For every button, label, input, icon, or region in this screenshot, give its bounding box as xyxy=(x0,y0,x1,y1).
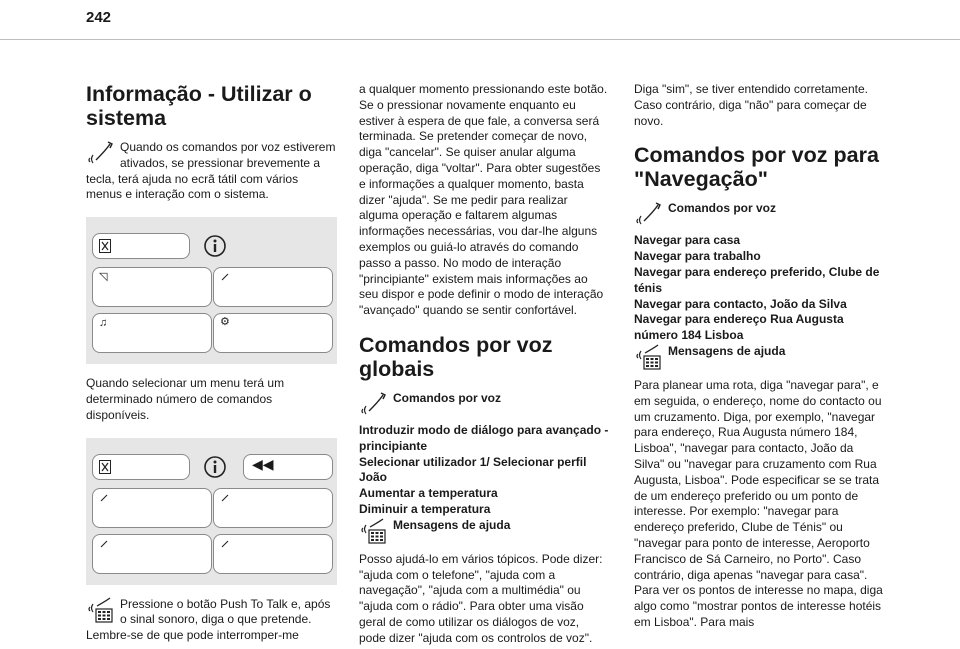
voice-icon xyxy=(99,539,109,549)
continued-paragraph: Diga "sim", se tiver entendido corretamente. Caso contrário, diga "não" para começar de novo. xyxy=(634,82,868,128)
voice-command-icon xyxy=(359,391,387,415)
voice-commands-label: Comandos por voz xyxy=(668,201,777,216)
header-rule xyxy=(0,39,960,40)
voice-commands-label-row xyxy=(634,201,884,225)
ptt-text-2: Lembre-se de que pode interromper-me xyxy=(86,628,299,643)
menu-screen-illustration-2 xyxy=(86,438,337,585)
column-2 xyxy=(359,82,609,647)
screen-tile xyxy=(92,267,212,307)
command-item: Diminuir a temperatura xyxy=(359,501,491,516)
voice-icon xyxy=(220,539,230,549)
intro-paragraph xyxy=(86,140,336,203)
command-item: Introduzir modo de diálogo para avançado - principiante xyxy=(359,422,609,453)
command-item: Navegar para trabalho xyxy=(634,249,761,264)
page-number: 242 xyxy=(86,9,112,26)
settings-gear-icon: ⚙ xyxy=(220,316,230,329)
command-list xyxy=(359,423,609,518)
info-icon xyxy=(203,234,227,258)
navigation-arrow-icon: ◹ xyxy=(99,271,108,284)
back-arrow-icon: ◀◀ xyxy=(252,455,274,472)
phone-icon xyxy=(220,272,230,282)
ptt-text: Pressione o botão Push To Talk e, após o sinal sonoro, diga o que pretende. xyxy=(120,596,331,627)
section-title-global-commands: Comandos por voz globais xyxy=(359,332,553,381)
screen-tile-back xyxy=(243,454,333,480)
command-item: Aumentar a temperatura xyxy=(359,486,498,501)
push-to-talk-keypad-icon xyxy=(86,597,114,623)
command-list xyxy=(634,233,884,344)
command-item: Navegar para endereço Rua Augusta número 184 Lisboa xyxy=(634,312,844,343)
column-1 xyxy=(86,82,336,644)
section-title-navigation-commands: Comandos por voz para "Navegação" xyxy=(634,143,879,192)
voice-icon xyxy=(99,493,109,503)
screen-tile xyxy=(213,313,333,353)
help-keypad-icon xyxy=(634,344,662,370)
help-keypad-icon xyxy=(359,518,387,544)
voice-commands-label-row xyxy=(359,391,609,415)
ptt-paragraph xyxy=(86,597,336,644)
screen-tile xyxy=(92,488,212,528)
column-3 xyxy=(634,82,884,631)
help-messages-label-row xyxy=(634,344,884,370)
help-messages-label: Mensagens de ajuda xyxy=(668,343,786,358)
voice-commands-label: Comandos por voz xyxy=(393,390,502,405)
screen-tile xyxy=(213,488,333,528)
voice-icon xyxy=(220,493,230,503)
close-icon xyxy=(99,460,111,474)
section-title-info: Informação - Utilizar o sistema xyxy=(86,82,312,130)
help-text: Para planear uma rota, diga "navegar para", e em seguida, o endereço, nome do contacto ou um cruzamento. Diga, por exemplo, "navegar para endereço, Rua Augusta número 184, Lisboa", "navegar para contacto, João da Silva" ou "navegar para cruzamento com Rua Augusta, Lisboa". Pode especificar se se trata de um endereço preferido ou um ponto de interesse. Por exemplo: "navegar para endereço preferido, Clube de Ténis" ou "navegar para ponto de interesse, Aeroporto Francisco de Sá Carneiro, no Porto". Caso contrário, diga apenas "navegar para casa". Para ver os pontos de interesse no mapa, diga algo como "mostrar pontos de interesse hotéis em Lisboa". Para mais xyxy=(634,377,883,629)
screen-tile xyxy=(92,313,212,353)
menu-screen-illustration-1 xyxy=(86,217,337,364)
command-item: Navegar para contacto, João da Silva xyxy=(634,296,847,311)
music-note-icon: ♫ xyxy=(99,317,108,330)
screen-tile xyxy=(213,534,333,574)
help-messages-label-row xyxy=(359,518,609,544)
panel-caption: Quando selecionar um menu terá um determinado número de comandos disponíveis. xyxy=(86,376,285,422)
command-item: Navegar para casa xyxy=(634,233,741,248)
screen-tile xyxy=(213,267,333,307)
voice-command-icon xyxy=(86,140,114,164)
screen-tile-top xyxy=(92,233,190,259)
command-item: Selecionar utilizador 1/ Selecionar perfil João xyxy=(359,454,587,485)
screen-tile-top xyxy=(92,454,190,480)
help-messages-label: Mensagens de ajuda xyxy=(393,517,511,532)
command-item: Navegar para endereço preferido, Clube de ténis xyxy=(634,264,880,295)
intro-text: Quando os comandos por voz estiverem ativados, se pressionar brevemente a tecla, terá ajuda no ecrã tátil com vários menus e interação com o sistema. xyxy=(86,140,336,202)
info-icon xyxy=(203,455,227,479)
close-icon xyxy=(99,239,111,253)
continued-paragraph: a qualquer momento pressionando este botão. Se o pressionar novamente enquanto eu estiver à espera de que fale, a conversa será terminada. Se pretender começar de novo, diga "cancelar". Se quiser anular alguma operação, diga "voltar". Para obter sugestões e informações a qualquer momento, basta dizer "ajuda". Se me pedir para realizar alguma operação e faltarem algumas informações necessárias, vou dar-lhe alguns exemplos ou guiá-lo através do comando passo a passo. No modo de interação "principiante" existem mais informações ao seu dispor e pode definir o modo de interação "avançado" quando se sentir confortável. xyxy=(359,82,608,318)
help-text: Posso ajudá-lo em vários tópicos. Pode dizer: "ajuda com o telefone", "ajuda com a navegação", "ajuda com a multimédia" ou "ajuda com o rádio". Para obter uma visão geral de como utilizar os diálogos de voz, pode dizer "ajuda com os controlos de voz". xyxy=(359,551,603,645)
voice-command-icon xyxy=(634,201,662,225)
screen-tile xyxy=(92,534,212,574)
